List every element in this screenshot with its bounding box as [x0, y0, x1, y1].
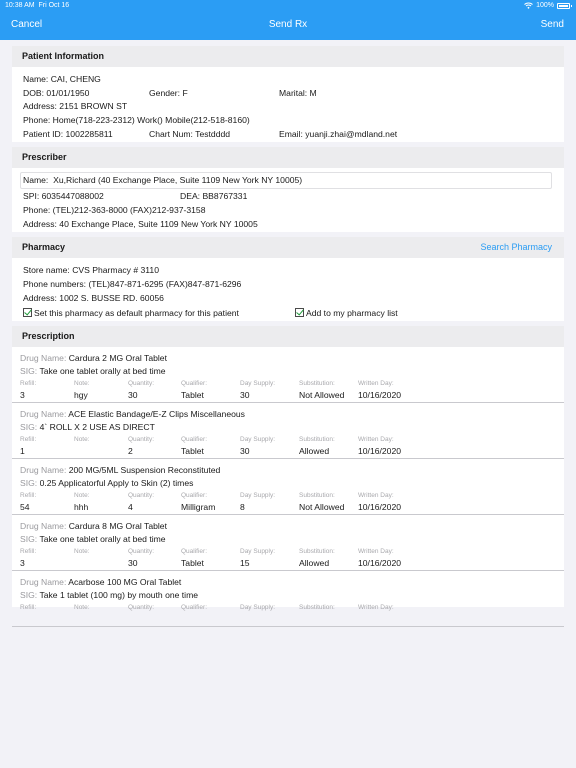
- sig-label: SIG:: [20, 478, 38, 488]
- quantity-label: Quantity:: [128, 604, 155, 611]
- note-field: [74, 548, 90, 558]
- substitution-value: Not Allowed: [299, 502, 345, 512]
- quantity-value: 30: [128, 558, 138, 568]
- prescriber-header: Prescriber: [12, 147, 564, 168]
- checkbox-checked-icon: [23, 308, 32, 317]
- refill-field: [20, 436, 36, 456]
- pharmacy-phone-numbers: Phone numbers: (TEL)847-871-6295 (FAX)847-871-6296: [23, 279, 242, 289]
- drug-name: [20, 577, 181, 587]
- day-supply-value: 8: [240, 502, 245, 512]
- patient-email: Email: yuanji.zhai@mdland.net: [279, 129, 398, 139]
- pharmacy-address: Address: 1002 S. BUSSE RD. 60056: [23, 293, 164, 303]
- substitution-label: Substitution:: [299, 548, 335, 555]
- qualifier-label: Qualifier:: [181, 380, 208, 387]
- patient-id: Patient ID: 1002285811: [23, 129, 113, 139]
- patient-gender: Gender: F: [149, 88, 188, 98]
- patient-chart-num: Chart Num: Testdddd: [149, 129, 231, 139]
- substitution-label: Substitution:: [299, 380, 335, 387]
- drug-name: [20, 409, 245, 419]
- written-day-field: [358, 492, 401, 512]
- quantity-field: [128, 548, 154, 568]
- refill-label: Refill:: [20, 604, 37, 611]
- written-day-label: Written Day:: [358, 548, 394, 555]
- prescription-card: [12, 326, 564, 347]
- drug-name-value: 200 MG/5ML Suspension Reconstituted: [68, 465, 221, 475]
- prescription-row[interactable]: [12, 347, 564, 403]
- qualifier-field: [181, 604, 207, 614]
- note-label: Note:: [74, 492, 90, 499]
- qualifier-label: Qualifier:: [181, 604, 208, 611]
- refill-field: [20, 604, 36, 614]
- refill-label: Refill:: [20, 436, 37, 443]
- default-pharmacy-label: Set this pharmacy as default pharmacy for this patient: [34, 308, 239, 318]
- prescription-header: Prescription: [12, 326, 564, 347]
- page-title: Send Rx: [268, 19, 308, 30]
- written-day-value: 10/16/2020: [358, 502, 402, 512]
- sig-value: Take one tablet orally at bed time: [39, 366, 166, 376]
- sig-label: SIG:: [20, 366, 38, 376]
- qualifier-value: Tablet: [181, 390, 204, 400]
- day-supply-label: Day Supply:: [240, 548, 276, 555]
- pharmacy-header: [12, 237, 564, 258]
- quantity-value: 30: [128, 390, 138, 400]
- written-day-field: [358, 548, 401, 568]
- sig-label: SIG:: [20, 534, 38, 544]
- prescriber-card: [12, 147, 564, 232]
- refill-label: Refill:: [20, 548, 37, 555]
- quantity-label: Quantity:: [128, 548, 155, 555]
- patient-information-card: [12, 46, 564, 142]
- sig: [20, 478, 193, 488]
- note-field: [74, 604, 90, 614]
- written-day-field: [358, 380, 401, 400]
- written-day-field: [358, 436, 401, 456]
- refill-label: Refill:: [20, 492, 37, 499]
- drug-name-label: Drug Name:: [20, 465, 67, 475]
- battery-icon: [557, 3, 570, 9]
- sig-value: Take one tablet orally at bed time: [39, 534, 166, 544]
- sig: [20, 366, 166, 376]
- prescriber-name-label: Name:: [23, 175, 49, 185]
- day-supply-value: 30: [240, 390, 250, 400]
- battery-percentage: 100%: [536, 2, 554, 9]
- default-pharmacy-checkbox[interactable]: [23, 308, 239, 318]
- written-day-label: Written Day:: [358, 436, 394, 443]
- note-label: Note:: [74, 548, 90, 555]
- substitution-field: [299, 380, 344, 400]
- refill-value: 1: [20, 446, 25, 456]
- qualifier-label: Qualifier:: [181, 436, 208, 443]
- drug-name-value: Acarbose 100 MG Oral Tablet: [68, 577, 182, 587]
- written-day-value: 10/16/2020: [358, 390, 402, 400]
- add-to-pharmacy-list-checkbox[interactable]: [295, 308, 398, 318]
- written-day-value: 10/16/2020: [358, 558, 402, 568]
- qualifier-label: Qualifier:: [181, 492, 208, 499]
- note-value: hhh: [74, 502, 89, 512]
- qualifier-field: [181, 492, 215, 512]
- written-day-value: 10/16/2020: [358, 446, 402, 456]
- drug-name-value: ACE Elastic Bandage/E-Z Clips Miscellaneous: [68, 409, 245, 419]
- substitution-label: Substitution:: [299, 492, 335, 499]
- search-pharmacy-link[interactable]: Search Pharmacy: [480, 242, 552, 252]
- qualifier-label: Qualifier:: [181, 548, 208, 555]
- patient-name: Name: CAI, CHENG: [23, 74, 101, 84]
- refill-field: [20, 380, 36, 400]
- refill-field: [20, 548, 36, 568]
- note-value: hgy: [74, 390, 88, 400]
- written-day-label: Written Day:: [358, 604, 394, 611]
- cancel-button[interactable]: Cancel: [11, 19, 43, 30]
- prescription-list[interactable]: [12, 347, 564, 611]
- substitution-label: Substitution:: [299, 436, 335, 443]
- send-button[interactable]: Send: [540, 19, 564, 30]
- qualifier-value: Tablet: [181, 558, 204, 568]
- status-indicators: [524, 2, 570, 9]
- day-supply-field: [240, 604, 275, 614]
- prescription-row[interactable]: [12, 571, 564, 627]
- quantity-label: Quantity:: [128, 436, 155, 443]
- quantity-field: [128, 436, 154, 456]
- substitution-value: Allowed: [299, 446, 330, 456]
- wifi-icon: [524, 2, 533, 9]
- refill-label: Refill:: [20, 380, 37, 387]
- pharmacy-card: [12, 237, 564, 321]
- refill-value: 3: [20, 558, 25, 568]
- sig-value: 4` ROLL X 2 USE AS DIRECT: [39, 422, 155, 432]
- drug-name-label: Drug Name:: [20, 409, 67, 419]
- note-label: Note:: [74, 604, 90, 611]
- drug-name: [20, 353, 167, 363]
- drug-name-value: Cardura 8 MG Oral Tablet: [68, 521, 167, 531]
- pharmacy-header-title: Pharmacy: [22, 242, 66, 252]
- substitution-value: Not Allowed: [299, 390, 345, 400]
- prescriber-address: Address: 40 Exchange Place, Suite 1109 New York NY 10005: [23, 219, 258, 229]
- prescriber-name-row[interactable]: [23, 175, 302, 185]
- day-supply-value: 30: [240, 446, 250, 456]
- note-field: [74, 436, 90, 446]
- substitution-label: Substitution:: [299, 604, 335, 611]
- note-field: [74, 380, 90, 400]
- sig-label: SIG:: [20, 590, 38, 600]
- sig: [20, 590, 198, 600]
- substitution-value: Allowed: [299, 558, 330, 568]
- day-supply-field: [240, 492, 275, 512]
- quantity-value: 4: [128, 502, 133, 512]
- quantity-label: Quantity:: [128, 492, 155, 499]
- quantity-label: Quantity:: [128, 380, 155, 387]
- qualifier-value: Tablet: [181, 446, 204, 456]
- drug-name-label: Drug Name:: [20, 521, 67, 531]
- substitution-field: [299, 548, 335, 568]
- written-day-field: [358, 604, 394, 614]
- quantity-field: [128, 492, 154, 512]
- drug-name-value: Cardura 2 MG Oral Tablet: [68, 353, 167, 363]
- day-supply-field: [240, 380, 275, 400]
- day-supply-field: [240, 548, 275, 568]
- refill-value: 3: [20, 390, 25, 400]
- prescription-row[interactable]: [12, 515, 564, 571]
- prescription-row[interactable]: [12, 403, 564, 459]
- note-label: Note:: [74, 436, 90, 443]
- patient-marital: Marital: M: [279, 88, 317, 98]
- drug-name-label: Drug Name:: [20, 353, 67, 363]
- refill-value: 54: [20, 502, 30, 512]
- checkbox-checked-icon: [295, 308, 304, 317]
- navigation-bar: [0, 0, 576, 40]
- qualifier-field: [181, 436, 207, 456]
- drug-name-label: Drug Name:: [20, 577, 67, 587]
- quantity-field: [128, 604, 154, 614]
- quantity-field: [128, 380, 154, 400]
- day-supply-label: Day Supply:: [240, 492, 276, 499]
- add-to-pharmacy-list-label: Add to my pharmacy list: [306, 308, 398, 318]
- prescriber-spi: SPI: 6035447088002: [23, 191, 104, 201]
- day-supply-field: [240, 436, 275, 456]
- patient-information-header: Patient Information: [12, 46, 564, 67]
- patient-dob: DOB: 01/01/1950: [23, 88, 90, 98]
- sig: [20, 534, 166, 544]
- pharmacy-store-name: Store name: CVS Pharmacy # 3110: [23, 265, 159, 275]
- day-supply-label: Day Supply:: [240, 380, 276, 387]
- prescriber-dea: DEA: BB8767331: [180, 191, 248, 201]
- sig-value: Take 1 tablet (100 mg) by mouth one time: [39, 590, 199, 600]
- patient-address: Address: 2151 BROWN ST: [23, 101, 128, 111]
- status-time: 10:38 AM Fri Oct 16: [5, 2, 70, 9]
- sig-label: SIG:: [20, 422, 38, 432]
- note-field: [74, 492, 90, 512]
- substitution-field: [299, 492, 344, 512]
- qualifier-value: Milligram: [181, 502, 216, 512]
- substitution-field: [299, 436, 335, 456]
- day-supply-label: Day Supply:: [240, 436, 276, 443]
- day-supply-label: Day Supply:: [240, 604, 276, 611]
- drug-name: [20, 465, 220, 475]
- written-day-label: Written Day:: [358, 380, 394, 387]
- day-supply-value: 15: [240, 558, 250, 568]
- substitution-field: [299, 604, 335, 614]
- sig: [20, 422, 155, 432]
- qualifier-field: [181, 380, 207, 400]
- written-day-label: Written Day:: [358, 492, 394, 499]
- sig-value: 0.25 Applicatorful Apply to Skin (2) times: [39, 478, 194, 488]
- prescription-row[interactable]: [12, 459, 564, 515]
- refill-field: [20, 492, 36, 512]
- drug-name: [20, 521, 167, 531]
- status-bar: [0, 0, 576, 12]
- quantity-value: 2: [128, 446, 133, 456]
- qualifier-field: [181, 548, 207, 568]
- patient-phone: Phone: Home(718-223-2312) Work() Mobile(212-518-8160): [23, 115, 250, 125]
- prescriber-phone: Phone: (TEL)212-363-8000 (FAX)212-937-3158: [23, 205, 206, 215]
- prescriber-name-value: Xu,Richard (40 Exchange Place, Suite 1109 New York NY 10005): [53, 175, 303, 185]
- note-label: Note:: [74, 380, 90, 387]
